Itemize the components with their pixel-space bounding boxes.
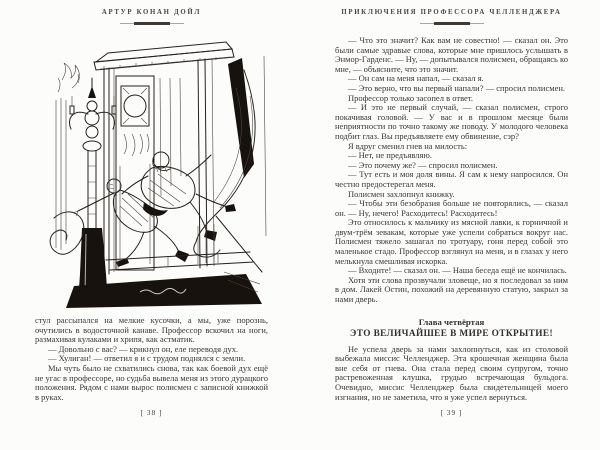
paragraph: Профессор только засопел в ответ. — [348, 92, 474, 103]
paragraph: — Тут есть и моя доля вины. Я сам к нему напросился. Он честно предостерегал меня. — [335, 169, 568, 189]
paragraph: — Это почему же? — спросил полисмен. — [348, 159, 498, 170]
header-rule — [120, 22, 184, 25]
paragraph: — Он сам на меня напал, — сказал я. — [348, 73, 484, 84]
paragraph: — Чтобы эти безобразия больше не повторялись, — сказал он. — Ну, нечего! Расходитесь! Расходитесь! — [335, 198, 568, 218]
chapter-title: ЭТО ВЕЛИЧАЙШЕЕ В МИРЕ ОТКРЫТИЕ! — [350, 328, 553, 339]
paragraph: — Хулиган! — ответил я и с трудом поднялся с земли. — [48, 353, 246, 364]
running-head-title: ПРИКЛЮЧЕНИЯ ПРОФЕССОРА ЧЕЛЛЕНДЖЕРА — [341, 9, 562, 16]
chapter-number: Глава четвёртая — [418, 316, 485, 327]
paragraph: стул рассыпался на мелкие кусочки, а мы, уже порознь, очутились в водосточной канаве. Профессор вскочил на ноги, размахивая кулаками и хрипя, как астматик. — [35, 315, 268, 345]
right-page-text — [335, 36, 568, 402]
paragraph: — Довольно с вас? — крикнул он, еле переводя дух. — [48, 343, 239, 354]
page-number-right: [ 39 ] — [440, 408, 463, 417]
running-head-author: АРТУР КОНАН ДОЙЛ — [101, 9, 202, 16]
left-page-text — [35, 316, 268, 402]
chapter-illustration — [48, 36, 268, 312]
paragraph: — Нет, не предъявляю. — [348, 150, 432, 161]
paragraph: Я вдруг сменил гнев на милость: — [348, 140, 468, 151]
paragraph: Это относилось к мальчику из мясной лавки, к горничной и двум-трём зевакам, которые уже успели собраться вокруг нас. Полисмен тяжело зашагал по тротуару, гоня перед собой это маленькое стадо. Профессор взглянул на меня, и в глазах у него мелькнула смешливая искорка. — [335, 217, 568, 266]
paragraph: — Входите! — сказал он. — Наша беседа ещё не кончилась. — [348, 265, 567, 276]
header-rule — [420, 22, 484, 25]
chapter-heading — [335, 317, 568, 340]
paragraph: — И это не первый случай, — сказал полисмен, строго покачивая головой. — У вас и в прошлом месяце были неприятности по точно такому же поводу. У молодого человека подбит глаз. Вы предъявляете ему обвинение, сэр? — [335, 102, 568, 141]
paragraph: Не успела дверь за нами захлопнуться, как из столовой выбежала миссис Челленджер. Эта крошечная женщина была вне себя от гнева. Она стала перед своим супругом, точно растревоженная клушка, грудью встречающая бульдога. Очевидно, миссис Челленджер была свидетельницей моего изгнания, но не заметила, что я уже успел вернуться. — [335, 343, 568, 402]
right-page — [335, 0, 568, 450]
paragraph: — Что это значит? Как вам не совестно! — сказал он. Это были самые здравые слова, которые мне пришлось услышать в Энмор-Гарденс. — Ну, — допытывался полисмен, обращаясь ко мне, — объясните, что это значит. — [335, 35, 568, 74]
paragraph: Хотя эти слова прозвучали зловеще, но я последовал за ним в дом. Лакей Остин, похожий на деревянную статую, закрыл за нами дверь. — [335, 274, 568, 305]
page-number-left: [ 38 ] — [140, 408, 163, 417]
engraving-doorway-fight-scene — [48, 36, 268, 312]
left-page — [35, 0, 268, 450]
paragraph: — Это верно, что вы первый напали? — спросил полисмен. — [348, 82, 566, 93]
paragraph: Мы чуть было не схватились снова, так как боевой дух ещё не угас в профессоре, но судьба вывела меня из этого дурацкого положения. Рядом с нами вырос полисмен с записной книжкой в руках. — [35, 362, 268, 402]
paragraph: Полисмен захлопнул книжку. — [348, 188, 455, 199]
